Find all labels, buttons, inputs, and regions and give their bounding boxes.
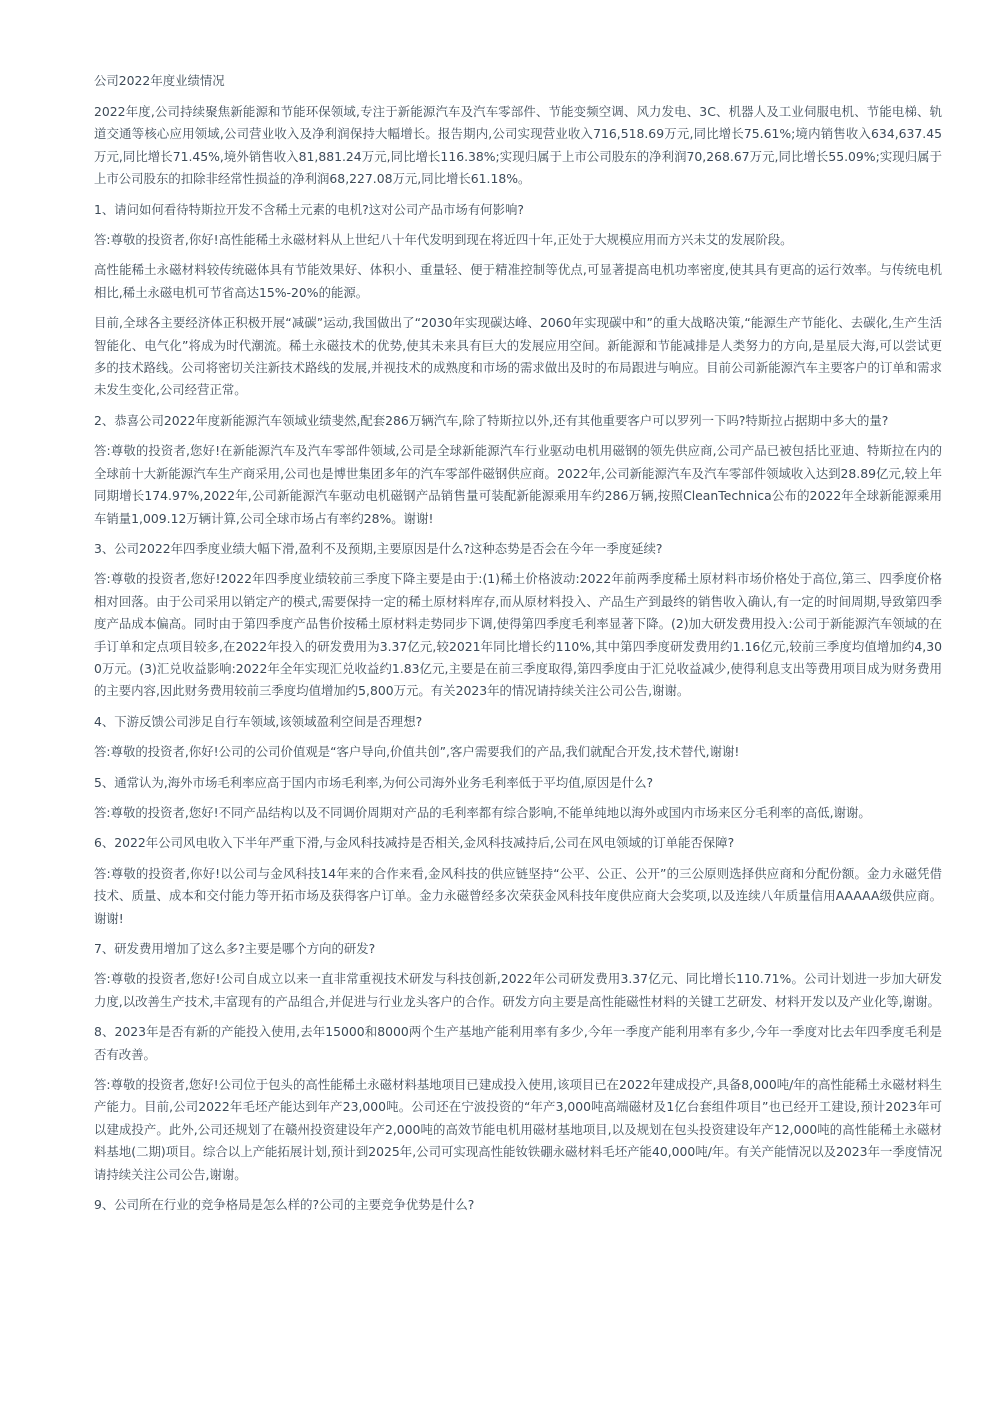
answer-5: 答:尊敬的投资者,您好!不同产品结构以及不同调价周期对产品的毛利率都有综合影响,不能单纯地以海外或国内市场来区分毛利率的高低,谢谢。 (94, 804, 871, 820)
answer-8: 答:尊敬的投资者,您好!公司位于包头的高性能稀土永磁材料基地项目已建成投入使用,该项目已在2022年建成投产,具备8,000吨/年的高性能稀土永磁材料生产能力。目前,公司2022年毛坯产能达到年产23,000吨。公司还在宁波投资的“年产3,000吨高端磁材及1亿台套组件项目”也已经开工建设,预计2023年可以建成投产。此外,公司还规划了在赣州投资建设年产2,000吨的高效节能电机用磁材基地项目,以及规划在包头投资建设年产12,000吨的高性能稀土永磁材料基地(二期)项目。综合以上产能拓展计划,预计到2025年,公司可实现高性能钕铁硼永磁材料毛坯产能40,000吨/年。有关产能情况以及2023年一季度情况请持续关注公司公告,谢谢。 (94, 1077, 942, 1182)
answer-6: 答:尊敬的投资者,你好!以公司与金风科技14年来的合作来看,金风科技的供应链坚持“公平、公正、公开”的三公原则选择供应商和分配份额。金力永磁凭借技术、质量、成本和交付能力等开拓市场及获得客户订单。金力永磁曾经多次荣获金风科技年度供应商大会奖项,以及连续八年质量信用AAAAA级供应商。谢谢! (94, 865, 942, 926)
question-8: 8、2023年是否有新的产能投入使用,去年15000和8000两个生产基地产能利用率有多少,今年一季度产能利用率有多少,今年一季度对比去年四季度毛利是否有改善。 (94, 1024, 942, 1062)
answer-2: 答:尊敬的投资者,您好!在新能源汽车及汽车零部件领域,公司是全球新能源汽车行业驱动电机用磁钢的领先供应商,公司产品已被包括比亚迪、特斯拉在内的全球前十大新能源汽车生产商采用,公司也是博世集团多年的汽车零部件磁钢供应商。2022年,公司新能源汽车及汽车零部件领域收入达到28.89亿元,较上年同期增长174.97%,2022年,公司新能源汽车驱动电机磁钢产品销售量可装配新能源乘用车约286万辆,按照CleanTechnica公布的2022年全球新能源乘用车销量1,009.12万辆计算,公司全球市场占有率约28%。谢谢! (94, 443, 942, 526)
answer-1-part-2: 高性能稀土永磁材料较传统磁体具有节能效果好、体积小、重量轻、便于精准控制等优点,可显著提高电机功率密度,使其具有更高的运行效率。与传统电机相比,稀土永磁电机可节省高达15%-20%的能源。 (94, 262, 942, 300)
question-9: 9、公司所在行业的竞争格局是怎么样的?公司的主要竞争优势是什么? (94, 1197, 475, 1213)
question-5: 5、通常认为,海外市场毛利率应高于国内市场毛利率,为何公司海外业务毛利率低于平均值,原因是什么? (94, 774, 654, 790)
question-2: 2、恭喜公司2022年度新能源汽车领域业绩斐然,配套286万辆汽车,除了特斯拉以外,还有其他重要客户可以罗列一下吗?特斯拉占据期中多大的量? (94, 412, 889, 428)
document-title: 公司2022年度业绩情况 (94, 73, 225, 88)
question-4: 4、下游反馈公司涉足自行车领域,该领域盈利空间是否理想? (94, 713, 423, 729)
question-3: 3、公司2022年四季度业绩大幅下滑,盈利不及预期,主要原因是什么?这种态势是否会在今年一季度延续? (94, 540, 663, 556)
answer-1-part-3: 目前,全球各主要经济体正积极开展“减碳”运动,我国做出了“2030年实现碳达峰、2060年实现碳中和”的重大战略决策,“能源生产节能化、去碳化,生产生活智能化、电气化”将成为时代潮流。稀土永磁技术的优势,使其未来具有巨大的发展应用空间。新能源和节能减排是人类努力的方向,是星辰大海,可以尝试更多的技术路线。公司将密切关注新技术路线的发展,并视技术的成熟度和市场的需求做出及时的布局跟进与响应。目前公司新能源汽车主要客户的订单和需求未发生变化,公司经营正常。 (94, 315, 942, 398)
answer-4: 答:尊敬的投资者,你好!公司的公司价值观是“客户导向,价值共创”,客户需要我们的产品,我们就配合开发,技术替代,谢谢! (94, 744, 740, 760)
question-6: 6、2022年公司风电收入下半年严重下滑,与金风科技减持是否相关,金风科技减持后,公司在风电领域的订单能否保障? (94, 835, 735, 851)
question-1: 1、请问如何看待特斯拉开发不含稀土元素的电机?这对公司产品市场有何影响? (94, 201, 524, 217)
answer-7: 答:尊敬的投资者,您好!公司自成立以来一直非常重视技术研发与科技创新,2022年公司研发费用3.37亿元、同比增长110.71%。公司计划进一步加大研发力度,以改善生产技术,丰富现有的产品组合,并促进与行业龙头客户的合作。研发方向主要是高性能磁性材料的关键工艺研发、材料开发以及产业化等,谢谢。 (94, 971, 942, 1009)
question-7: 7、研发费用增加了这么多?主要是哪个方向的研发? (94, 941, 376, 956)
answer-1-part-1: 答:尊敬的投资者,你好!高性能稀土永磁材料从上世纪八十年代发明到现在将近四十年,正处于大规模应用而方兴未艾的发展阶段。 (94, 232, 793, 248)
summary-paragraph: 2022年度,公司持续聚焦新能源和节能环保领域,专注于新能源汽车及汽车零部件、节能变频空调、风力发电、3C、机器人及工业伺服电机、节能电梯、轨道交通等核心应用领域,公司营业收入及净利润保持大幅增长。报告期内,公司实现营业收入716,518.69万元,同比增长75.61%;境内销售收入634,637.45万元,同比增长71.45%,境外销售收入81,881.24万元,同比增长116.38%;实现归属于上市公司股东的净利润70,268.67万元,同比增长55.09%;实现归属于上市公司股东的扣除非经常性损益的净利润68,227.08万元,同比增长61.18%。 (94, 104, 942, 187)
answer-3: 答:尊敬的投资者,您好!2022年四季度业绩较前三季度下降主要是由于:(1)稀土价格波动:2022年前两季度稀土原材料市场价格处于高位,第三、四季度价格相对回落。由于公司采用以销定产的模式,需要保持一定的稀土原材料库存,而从原材料投入、产品生产到最终的销售收入确认,有一定的时间周期,导致第四季度产品成本偏高。同时由于第四季度产品售价按稀土原材料走势同步下调,使得第四季度毛利率显著下降。(2)加大研发费用投入:公司于新能源汽车领域的在手订单和定点项目较多,在2022年投入的研发费用为3.37亿元,较2021年同比增长约110%,其中第四季度研发费用约1.16亿元,较前三季度均值增加约4,300万元。(3)汇兑收益影响:2022年全年实现汇兑收益约1.83亿元,主要是在前三季度取得,第四季度由于汇兑收益减少,使得利息支出等费用项目成为财务费用的主要内容,因此财务费用较前三季度均值增加约5,800万元。有关2023年的情况请持续关注公司公告,谢谢。 (94, 571, 942, 699)
